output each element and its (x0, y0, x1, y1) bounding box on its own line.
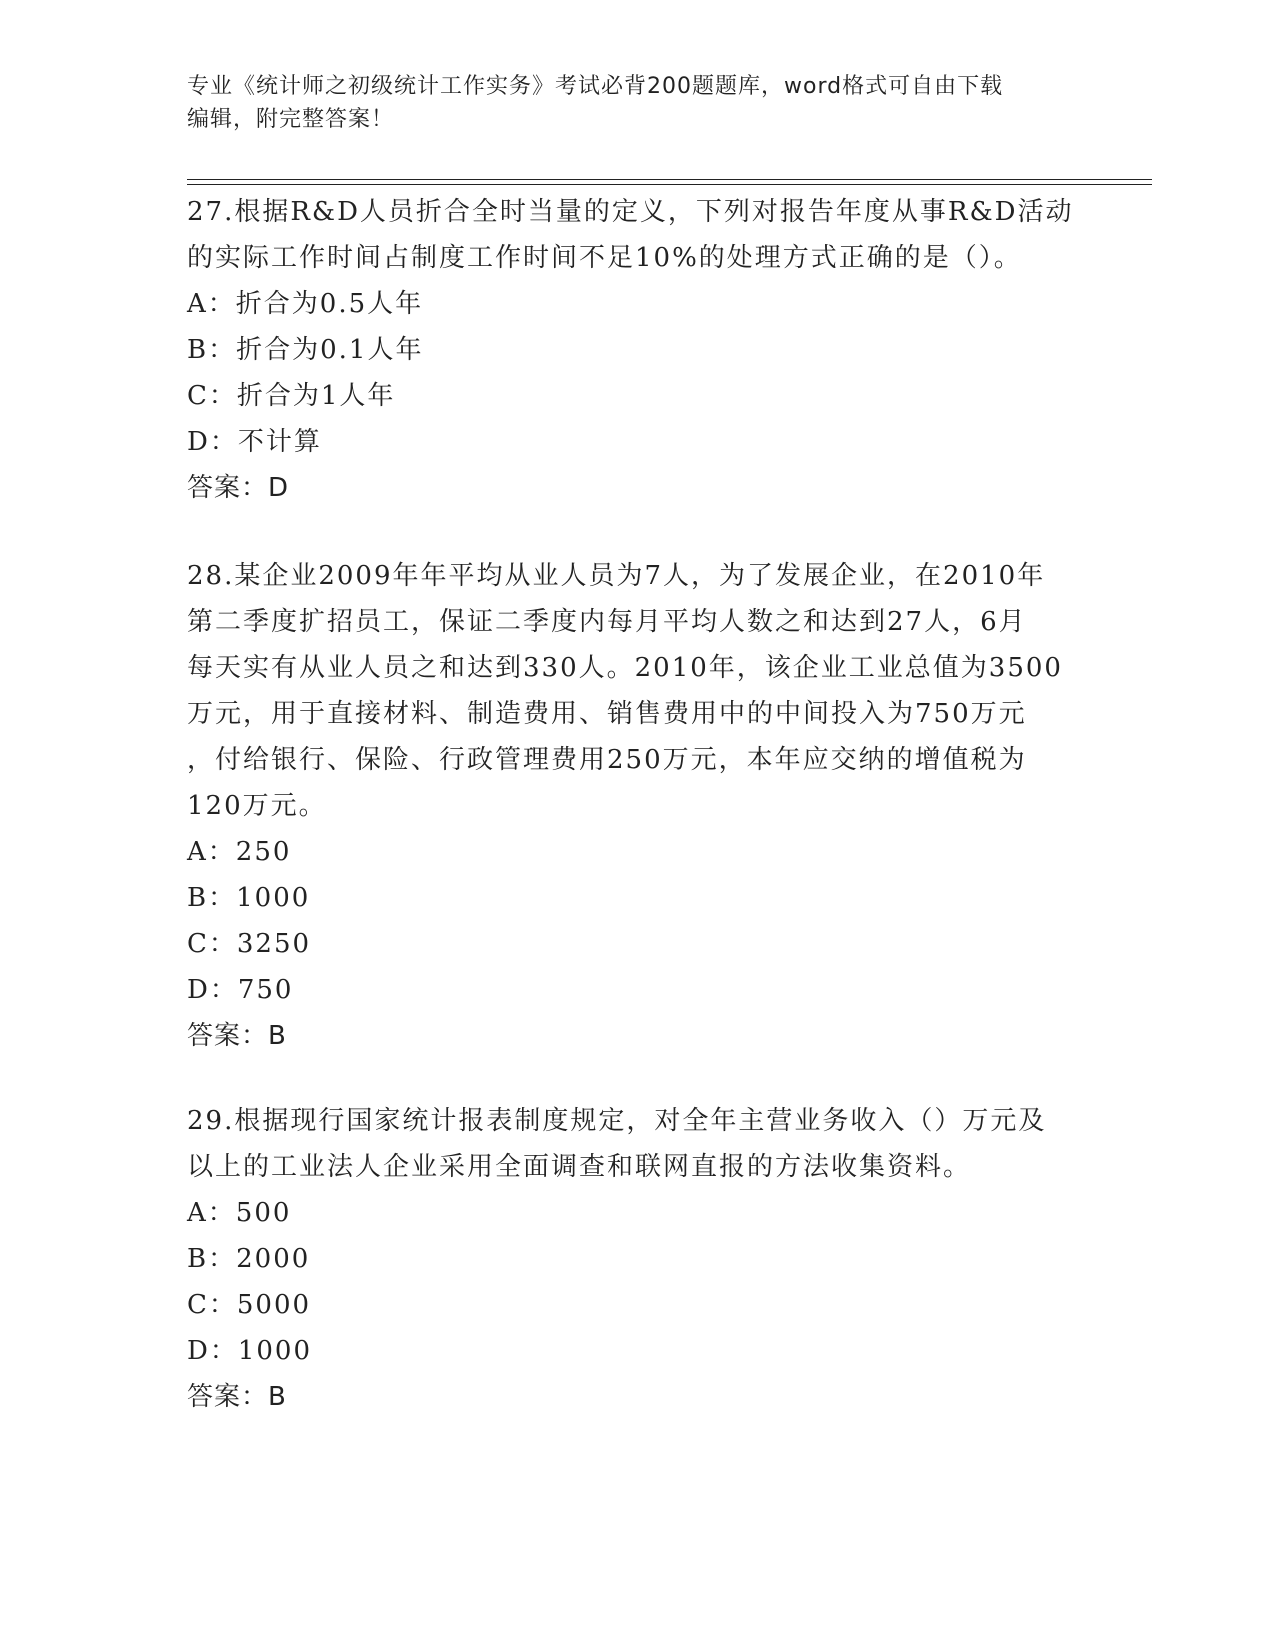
stem-line: 的实际工作时间占制度工作时间不足10%的处理方式正确的是（）。 (187, 243, 1022, 273)
option-a: A：250 (187, 837, 292, 867)
question-27 (187, 189, 1077, 511)
stem-line: 120万元。 (187, 791, 327, 821)
stem-line: 28.某企业2009年年平均从业人员为7人，为了发展企业，在2010年 (187, 561, 1046, 591)
stem-line: 每天实有从业人员之和达到330人。2010年，该企业工业总值为3500 (187, 653, 1063, 683)
option-d: D：1000 (187, 1336, 313, 1366)
question-29 (187, 1098, 1077, 1420)
option-c: C：5000 (187, 1290, 312, 1320)
stem-line: 29.根据现行国家统计报表制度规定，对全年主营业务收入（）万元及 (187, 1106, 1047, 1136)
document-header (187, 70, 1067, 136)
header-line-2: 编辑，附完整答案！ (187, 107, 395, 132)
option-d: D：不计算 (187, 427, 322, 457)
option-a: A：500 (187, 1198, 292, 1228)
option-d: D：750 (187, 975, 294, 1005)
stem-line: 第二季度扩招员工，保证二季度内每月平均人数之和达到27人，6月 (187, 607, 1027, 637)
stem-line: 27.根据R&D人员折合全时当量的定义，下列对报告年度从事R&D活动 (187, 197, 1074, 227)
header-divider-top (187, 179, 1152, 180)
answer: 答案：B (187, 1382, 287, 1412)
option-a: A：折合为0.5人年 (187, 289, 424, 319)
option-c: C：3250 (187, 929, 312, 959)
header-line-1: 专业《统计师之初级统计工作实务》考试必背200题题库，word格式可自由下载 (187, 74, 1004, 99)
stem-line: 以上的工业法人企业采用全面调查和联网直报的方法收集资料。 (187, 1152, 972, 1182)
option-c: C：折合为1人年 (187, 381, 396, 411)
question-stem (187, 553, 1077, 829)
answer: 答案：B (187, 1021, 287, 1051)
stem-line: 万元，用于直接材料、制造费用、销售费用中的中间投入为750万元 (187, 699, 1027, 729)
question-stem (187, 1098, 1077, 1190)
question-28 (187, 553, 1077, 1059)
header-divider-bottom (187, 184, 1152, 185)
question-stem (187, 189, 1077, 281)
stem-line: ，付给银行、保险、行政管理费用250万元，本年应交纳的增值税为 (187, 745, 1027, 775)
option-b: B：1000 (187, 883, 311, 913)
option-b: B：2000 (187, 1244, 311, 1274)
option-b: B：折合为0.1人年 (187, 335, 424, 365)
answer: 答案：D (187, 473, 290, 503)
